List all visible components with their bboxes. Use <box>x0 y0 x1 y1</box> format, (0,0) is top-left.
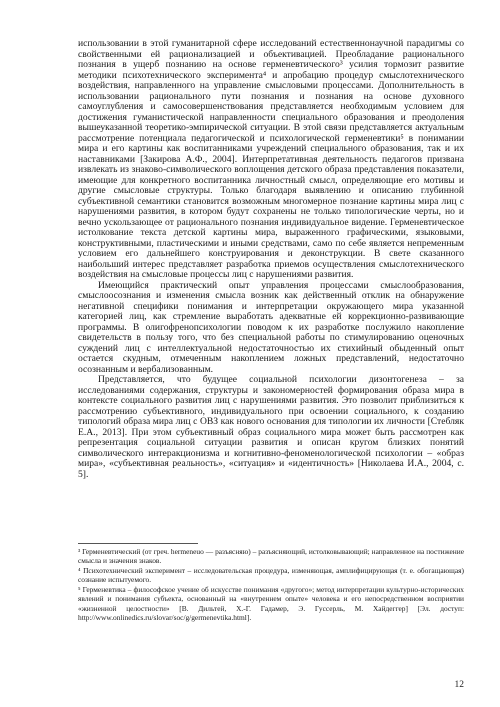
footnote-separator <box>78 543 198 544</box>
paragraph: Имеющийся практический опыт управления процессами смыслообразования, смыслоосознания и изменения смысла возник как действенный отклик на обнаружение негативной специфики понимания и интерпретации окружающего мира указанной категорией лиц, как стремление выработать адекватные ей коррекционно-развивающие программы. В олигофренопсихологии поводом к их разработке послужило накопление свидетельств в пользу того, что без специальной работы по стимулированию оценочных суждений лиц с интеллектуальной недостаточностью их стихийный обыденный опыт остается скудным, отмеченным накоплением ложных представлений, недостаточно осознанным и вербализованным. <box>78 279 464 375</box>
footnote-5: ⁵ Герменевтика – философское учение об искусстве понимания «другого»; метод интерпретации культурно-исторических явлений и понимания субъекта, основанный на «внутреннем опыте» человека и его непосредственном восприятии «жизненной целостности» [В. Дильтей, Х.-Г. Гадамер, Э. Гуссерль, М. Хайдеггер] [Эл. доступ: http://www.onlinedics.ru/slovar/soc/g/germenevtika.html]. <box>78 585 464 622</box>
paragraph: Представляется, что будущее социальной психологии дизонтогенеза – за исследованиями содержания, структуры и закономерностей формирования образа мира в контексте социального развития лиц с нарушениями развития. Это позволит приблизиться к рассмотрению субъективного, индивидуального при освоении социального, к созданию типологий образа мира лиц с ОВЗ как нового основания для типологии их личности [Стебляк Е.А., 2013]. При этом субъективный образ социального мира может быть рассмотрен как репрезентация социальной ситуации развития и описан кругом близких понятий символического интеракционизма и когнитивно-феноменологической психологии – «образ мира», «субъективная реальность», «ситуация» и «идентичность» [Николаева И.А., 2004, с. 5]. <box>78 374 464 480</box>
footnote-3: ³ Герменевтический (от греч. hermeneuo — разъясняю) – разъясняющий, истолковывающий; направленное на постижение смысла и значения знаков. <box>78 547 464 566</box>
footnotes <box>78 547 464 623</box>
main-text <box>78 39 464 480</box>
paragraph: использовании в этой гуманитарной сфере исследований естественнонаучной парадигмы со свойственными ей рационализацией и объективацией. Преобладание рационального познания в ущерб познанию на основе герменевтического³ усилия тормозит развитие методики психотехнического эксперимента⁴ и апробацию процедур смыслотехнического воздействия, направленного на управление смысловыми процессами. Дополнительность в использовании рационального пути познания и познания на основе духовного самоуглубления и самосовершенствования представляется необходимым условием для достижения гуманистической направленности специального образования и преодоления вышеуказанной теоретико-эмпирической ситуации. В этой связи представляется актуальным рассмотрение потенциала педагогической и психологической герменевтики⁵ в понимании мира и его картины как воспитанниками учреждений специального образования, так и их наставниками [Закирова А.Ф., 2004]. Интерпретативная деятельность педагогов призвана извлекать из знаково-символического воплощения детского образа представления показатели, имеющие для конкретного воспитанника личностный смысл, определяющие его мотивы и другие смысловые структуры. Только благодаря выявлению и описанию глубинной субъективной семантики становится возможным многомерное познание картины мира лиц с нарушениями развития, в котором будут сохранены не только типологические черты, но и вечно ускользающее от рационального познания индивидуальное видение. Герменевтическое истолкование текста детской картины мира, выраженного графическими, языковыми, конструктивными, пластическими и иными средствами, само по себе является непременным условием его дальнейшего конструирования и деконструкции. В свете сказанного наибольший интерес представляет разработка приемов осуществления смыслотехнического воздействия на смысловые процессы лиц с нарушениями развития. <box>78 38 464 280</box>
page-number: 12 <box>454 680 464 690</box>
footnote-4: ⁴ Психотехнический эксперимент – исследовательская процедура, изменяющая, амплифицирующая (т. е. обогащающая) сознание испытуемого. <box>78 566 464 585</box>
